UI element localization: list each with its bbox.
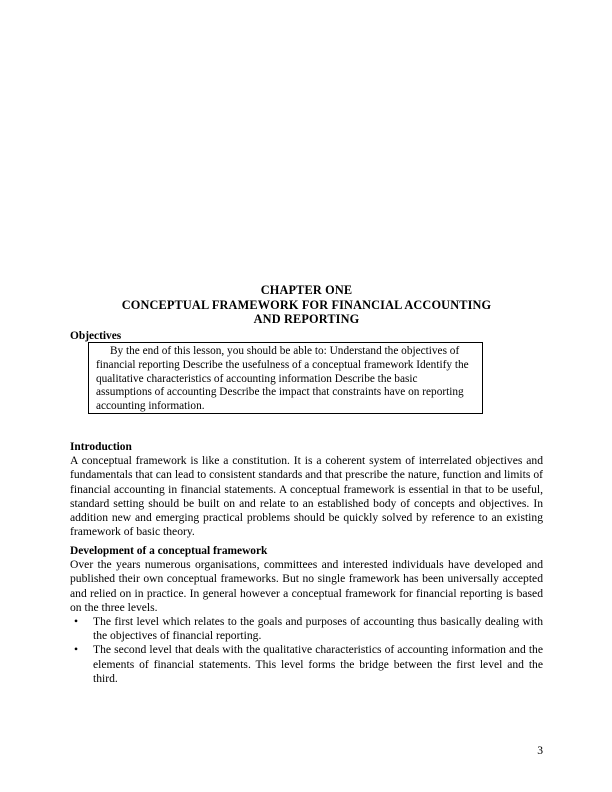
objectives-box <box>88 342 483 414</box>
chapter-heading-line-1: CHAPTER ONE <box>260 283 353 297</box>
chapter-heading <box>70 283 543 327</box>
introduction-heading: Introduction <box>70 441 132 453</box>
objectives-text: By the end of this lesson, you should be able to: Understand the objectives of financial reporting Describe the usefulness of a conceptual framework Identify the qualitative characteristics of accounting information Describe the basic assumptions of accounting Describe the impact that constraints have on reporting accounting information. <box>96 345 469 413</box>
bullet-icon: • <box>74 643 79 657</box>
development-body: Over the years numerous organisations, committees and interested individuals have developed and published their own conceptual frameworks. But no single framework has been universally accepted and relied on in practice. In general however a conceptual framework for financial reporting is based on the three levels. <box>70 558 543 614</box>
list-item <box>70 615 543 643</box>
development-heading: Development of a conceptual framework <box>70 545 268 557</box>
chapter-heading-line-2: CONCEPTUAL FRAMEWORK FOR FINANCIAL ACCOUNTING <box>121 297 492 312</box>
list-item <box>70 643 543 686</box>
development-section <box>70 544 543 686</box>
objectives-heading: Objectives <box>70 330 122 342</box>
development-bullet-list <box>70 615 543 686</box>
bullet-icon: • <box>74 615 79 629</box>
chapter-heading-line-3: AND REPORTING <box>253 312 360 327</box>
list-item-text: The second level that deals with the qualitative characteristics of accounting information and the elements of financial statements. This level forms the bridge between the first level and the third. <box>93 643 543 685</box>
list-item-text: The first level which relates to the goals and purposes of accounting thus basically dealing with the objectives of financial reporting. <box>93 615 543 643</box>
introduction-body: A conceptual framework is like a constitution. It is a coherent system of interrelated objectives and fundamentals that can lead to consistent standards and that prescribe the nature, function and limits of financial accounting in financial statements. A conceptual framework is essential in that to be useful, standard setting should be built on and relate to an established body of concepts and objectives. In addition new and emerging practical problems should be quickly solved by reference to an existing framework of basic theory. <box>70 454 543 539</box>
introduction-section <box>70 440 543 539</box>
page-number: 3 <box>537 744 543 757</box>
